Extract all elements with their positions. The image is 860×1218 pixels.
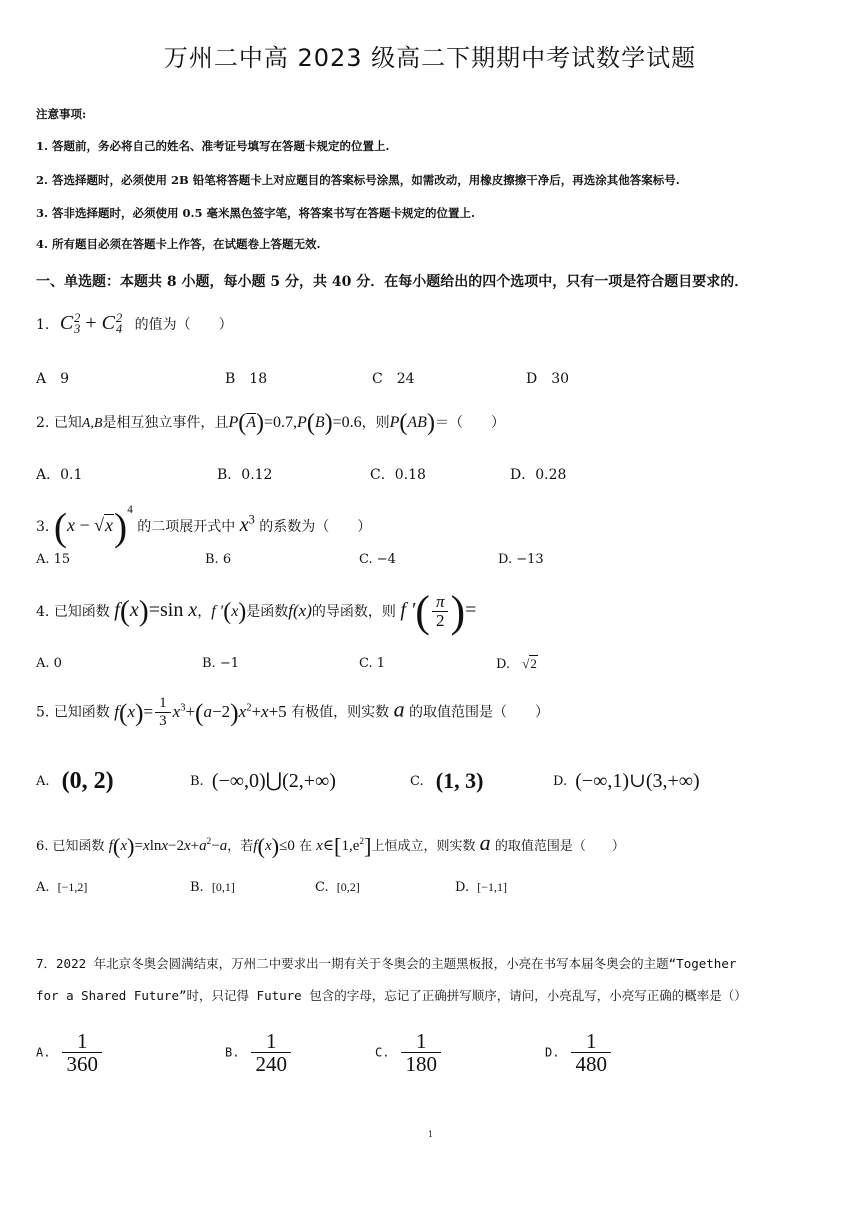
question-number: 5. xyxy=(36,704,50,721)
formula-f-sin: f(x)=sin x xyxy=(114,594,198,628)
question-number: 3. xyxy=(36,519,50,536)
formula-x-cubed: $x^3$ xyxy=(239,512,255,537)
page-number: 1 xyxy=(428,1130,434,1139)
formula-interval: $x\in[1,e^2]$ xyxy=(316,833,372,859)
q5-option-a: A. (0, 2) xyxy=(36,768,114,794)
q3-option-a: A. 15 xyxy=(36,552,71,567)
q1-option-d: D 30 xyxy=(526,371,570,387)
q2-option-a: A．0.1 xyxy=(36,467,83,483)
question-text: 的值为（ ） xyxy=(134,317,233,333)
q7-option-d: D. $\frac{1}{480}$ xyxy=(545,1030,613,1076)
question-7-line-2: for a Shared Future”时，只记得 Future 包含的字母，忘记了正确拼写顺序，请问，小亮乱写，小亮写正确的概率是（） xyxy=(36,988,747,1003)
question-2: 2. 已知A,B是相互独立事件，且$P(\overline{A})=0.7,P(B)=0.6$，则P(AB)＝（ ） xyxy=(36,410,505,436)
q3-option-b: B. 6 xyxy=(205,552,232,567)
question-5: 5. 已知函数 f(x)= $\frac{1}{3}$ $x^3+(a-2)x^2+x+5$ 有极值，则实数 a 的取值范围是（ ） xyxy=(36,695,550,729)
q7-option-b: B. $\frac{1}{240}$ xyxy=(225,1030,293,1076)
question-number: 6. xyxy=(36,839,49,854)
formula-f-prime-pi-half: f ′( $\frac{\pi}{2}$ )= xyxy=(400,587,477,636)
section-heading: 一、单选题：本题共 8 小题，每小题 5 分，共 40 分．在每小题给出的四个选项中，只有一项是符合题目要求的． xyxy=(36,274,749,290)
q5-option-d: D. (−∞,1)∪(3,+∞) xyxy=(553,770,700,792)
notes-heading: 注意事项: xyxy=(36,107,87,121)
question-7-line-1: 7．2022 年北京冬奥会圆满结束，万州二中要求出一期有关于冬奥会的主题黑板报，小亮在书写本届冬奥会的主题“Together xyxy=(36,956,737,971)
question-4: 4. 已知函数 f(x)=sin x，f ′(x)是函数f(x)的导函数，则 f ′( $\frac{\pi}{2}$ )= xyxy=(36,587,477,636)
note-item-4: 4. 所有题目必须在答题卡上作答，在试题卷上答题无效. xyxy=(36,237,321,251)
formula-cubic-function: f(x)= $\frac{1}{3}$ $x^3+(a-2)x^2+x+5$ xyxy=(114,695,287,729)
formula-events-ab: A xyxy=(81,416,91,432)
q1-option-a: A 9 xyxy=(36,371,70,387)
page-title: 万州二中高 2023 级高二下期期中考试数学试题 xyxy=(163,44,697,72)
q7-option-a: A. $\frac{1}{360}$ xyxy=(36,1030,104,1076)
question-number: 1. xyxy=(36,317,50,333)
q3-option-c: C. −4 xyxy=(359,552,396,567)
q5-option-b: B. (−∞,0)⋃(2,+∞) xyxy=(190,770,336,792)
q6-option-d: D. [−1,1] xyxy=(455,880,507,895)
formula-probabilities: $P(\overline{A})=0.7,P(B)=0.6$ xyxy=(228,410,362,436)
note-item-2: 2. 答选择题时，必须使用 2B 铅笔将答题卡上对应题目的答案标号涂黑，如需改动，用橡皮擦擦干净后，再选涂其他答案标号. xyxy=(36,173,680,187)
q4-option-a: A. 0 xyxy=(36,656,62,671)
q5-option-c: C. (1, 3) xyxy=(410,768,484,793)
question-number: 2. xyxy=(36,415,50,432)
question-3: 3. $(x - √x)^4$ 的二项展开式中 $x^3$ 的系数为（ ） xyxy=(36,504,372,549)
q4-option-c: C. 1 xyxy=(359,656,386,671)
note-item-3: 3. 答非选择题时，必须使用 0.5 毫米黑色签字笔，将答案书写在答题卡规定的位置上. xyxy=(36,206,476,220)
formula-p-ab: P(AB) xyxy=(389,410,435,436)
q1-option-c: C 24 xyxy=(372,371,415,387)
formula-binomial: $(x - √x)^4$ xyxy=(53,504,133,549)
question-6: 6. 已知函数 $f(x)=xlnx-2x+a^2-a$，若f(x)≤0 在 $x\in[1,e^2]$上恒成立，则实数 a 的取值范围是（ ） xyxy=(36,830,625,859)
q2-option-c: C．0.18 xyxy=(370,467,426,483)
q3-option-d: D. −13 xyxy=(498,552,544,567)
q2-option-b: B．0.12 xyxy=(217,467,273,483)
formula-f-prime: f ′(x) xyxy=(211,598,247,625)
question-1 xyxy=(36,312,233,336)
note-item-1: 1. 答题前，务必将自己的姓名、准考证号填写在答题卡规定的位置上. xyxy=(36,139,390,153)
q4-option-b: B. −1 xyxy=(202,656,239,671)
q6-option-a: A. [−1,2] xyxy=(36,880,88,895)
formula-inequality: f(x)≤0 xyxy=(253,833,295,859)
q6-option-c: C. [0,2] xyxy=(315,880,360,895)
q7-option-c: C. $\frac{1}{180}$ xyxy=(375,1030,443,1076)
q1-option-b: B 18 xyxy=(225,371,268,387)
q6-option-b: B. [0,1] xyxy=(190,880,235,895)
q4-option-d: D. √2 xyxy=(496,656,537,672)
q2-option-d: D．0.28 xyxy=(510,467,567,483)
formula-a: a xyxy=(393,696,405,722)
formula-c32-plus-c42: C 2 3 + C 2 4 xyxy=(59,310,123,337)
question-number: 4. xyxy=(36,604,50,621)
formula-f-xlnx: $f(x)=xlnx-2x+a^2-a$ xyxy=(108,833,228,859)
